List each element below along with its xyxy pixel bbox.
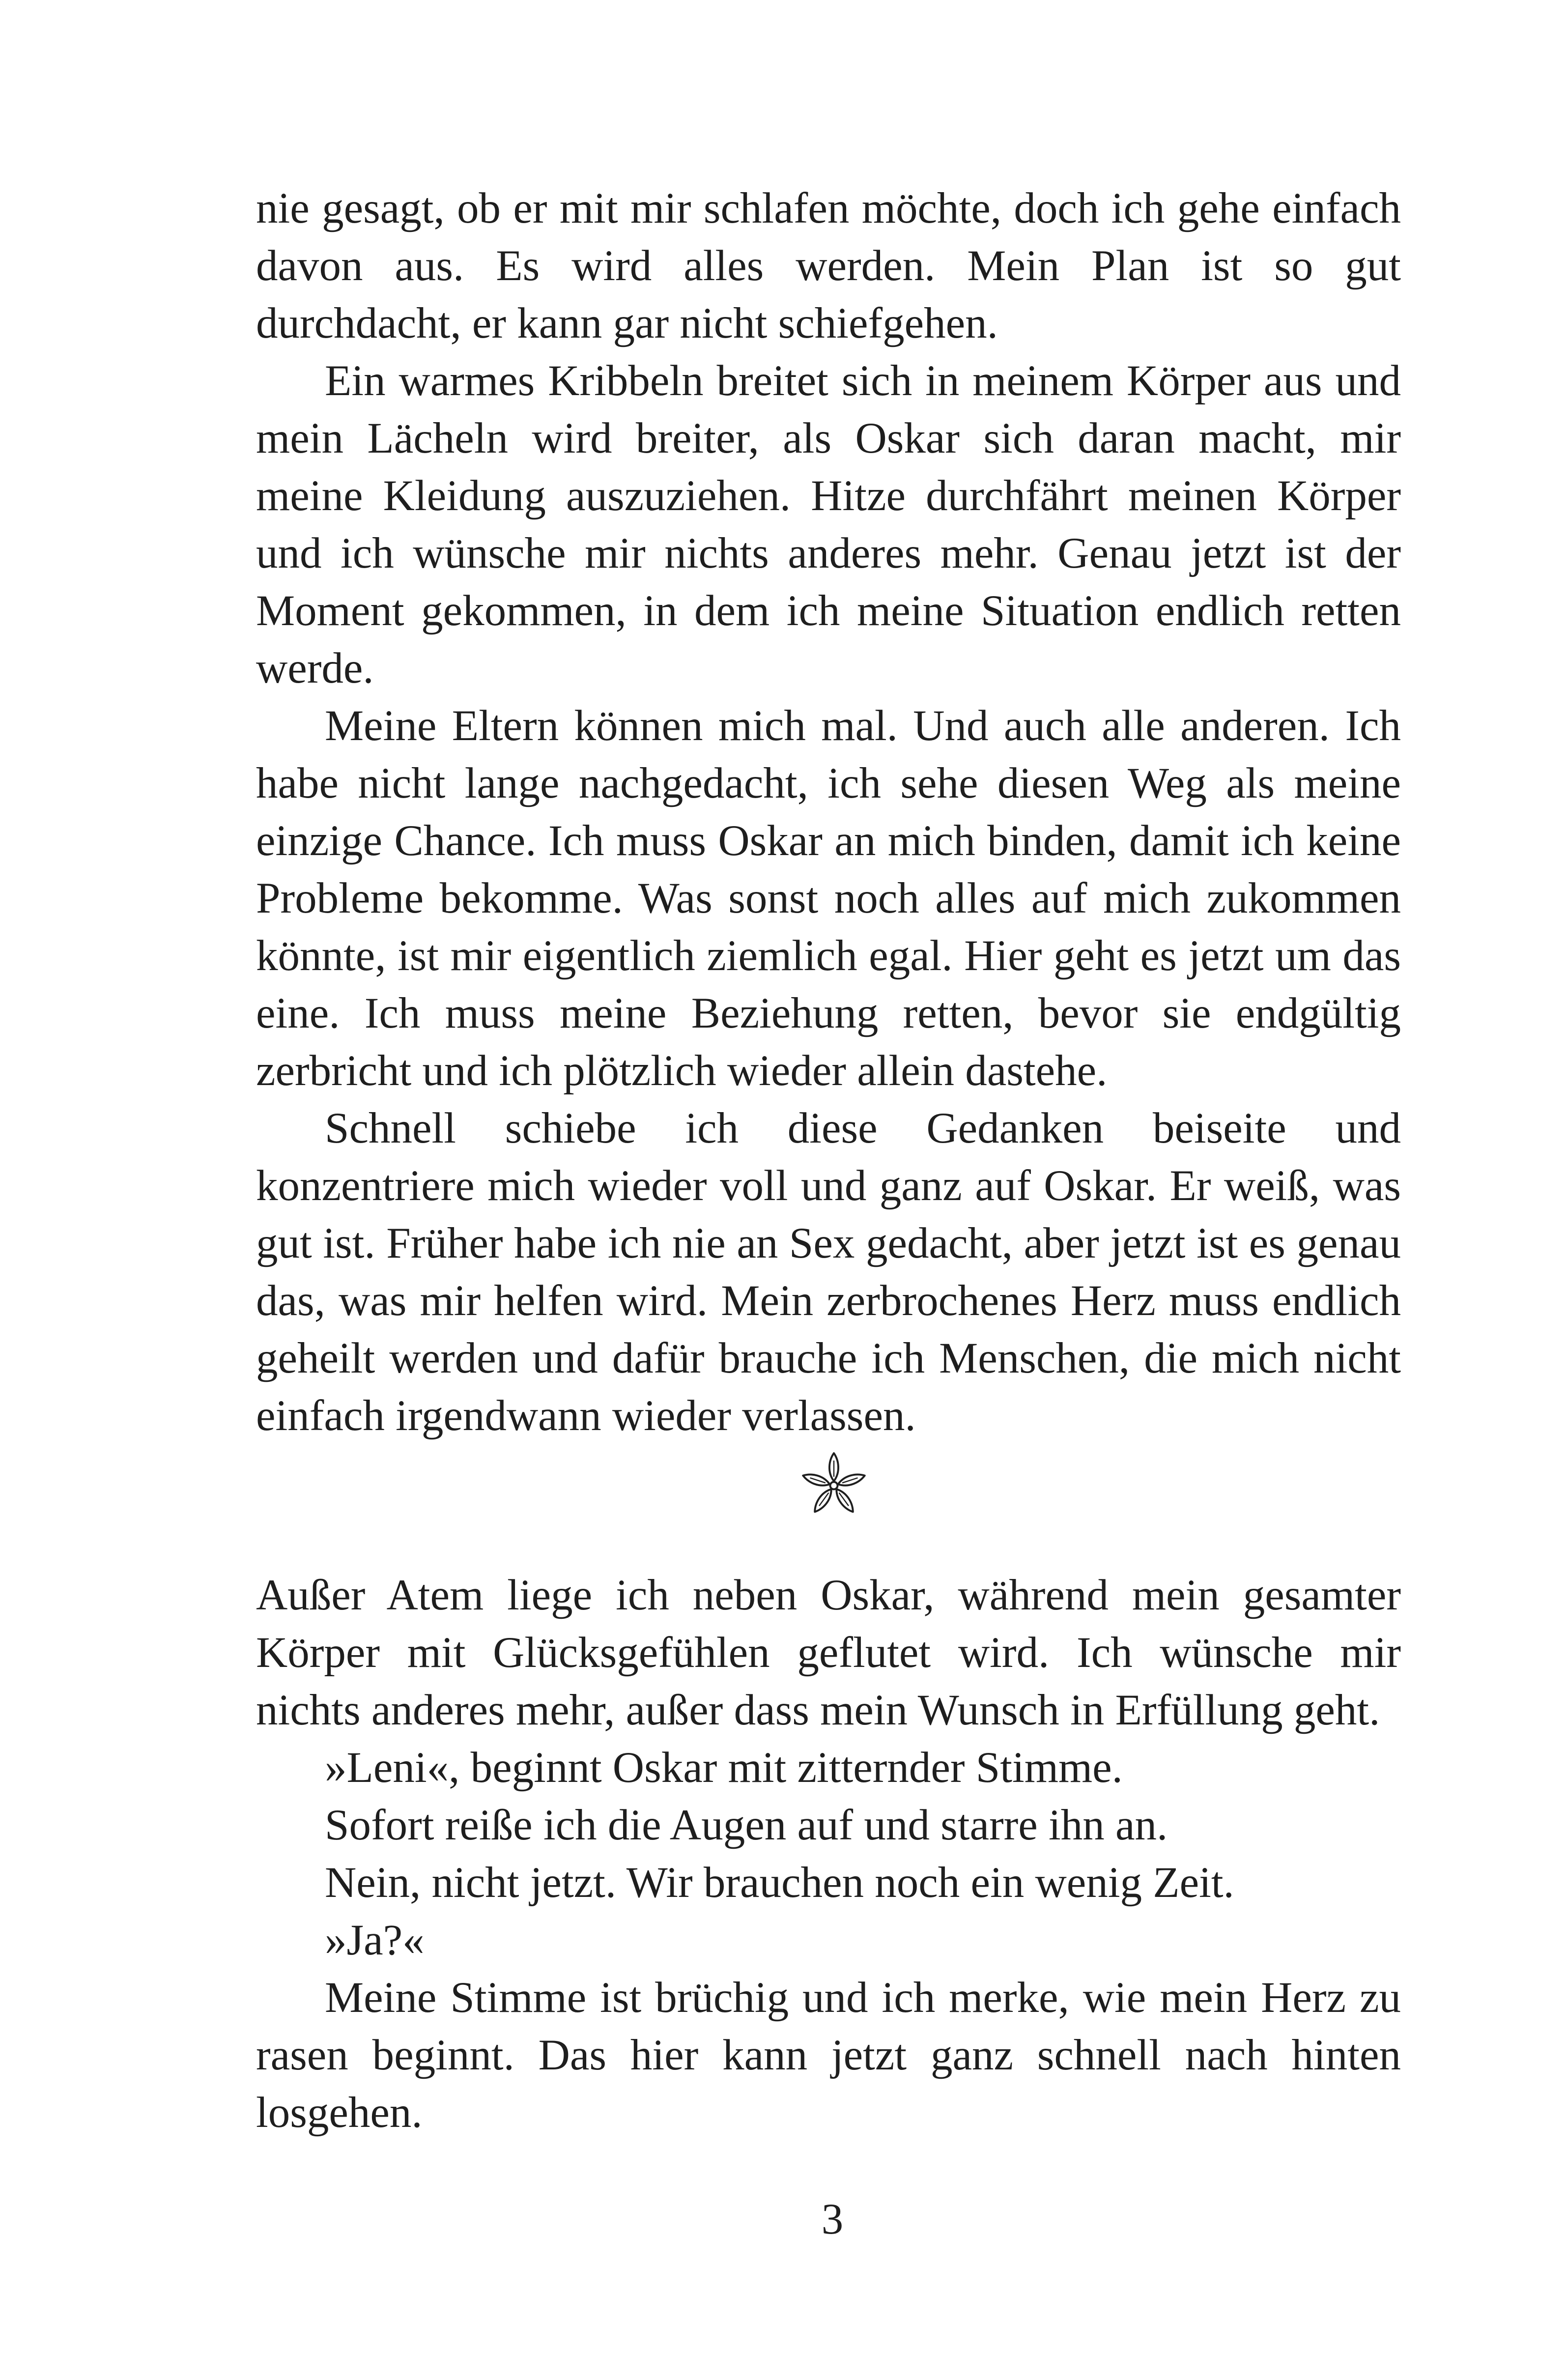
- paragraph: Meine Eltern können mich mal. Und auch alle anderen. Ich habe nicht lange nachgedacht, ich sehe diesen Weg als meine einzige Chance. Ich muss Oskar an mich binden, damit ich keine Probleme bekomme. Was sonst noch alles auf mich zukommen könnte, ist mir eigentlich ziemlich egal. Hier geht es jetzt um das eine. Ich muss meine Beziehung retten, bevor sie endgültig zerbricht und ich plötzlich wieder allein dastehe.: [256, 702, 1401, 1095]
- paragraph: Meine Stimme ist brüchig und ich merke, wie mein Herz zu rasen beginnt. Das hier kann jetzt ganz schnell nach hinten losgehen.: [256, 1974, 1401, 2137]
- page-number: 3: [821, 2195, 844, 2243]
- paragraph: »Leni«, beginnt Oskar mit zitternder Stimme.: [325, 1744, 1123, 1792]
- paragraph: Sofort reiße ich die Augen auf und starre ihn an.: [325, 1801, 1168, 1849]
- section-two: [256, 1567, 1401, 2142]
- paragraph: »Ja?«: [325, 1916, 425, 1964]
- paragraph: Schnell schiebe ich diese Gedanken beiseite und konzentriere mich wieder voll und ganz auf Oskar. Er weiß, was gut ist. Früher habe ich nie an Sex gedacht, aber jetzt ist es genau das, was mir helfen wird. Mein zerbrochenes Herz muss endlich geheilt werden und dafür brauche ich Menschen, die mich nicht einfach irgendwann wieder verlassen.: [256, 1104, 1401, 1440]
- section-one: [256, 180, 1401, 1445]
- paragraph: Außer Atem liege ich neben Oskar, während mein gesamter Körper mit Glücksgefühlen geflutet wird. Ich wünsche mir nichts anderes mehr, außer dass mein Wunsch in Erfüllung geht.: [256, 1571, 1401, 1734]
- paragraph: nie gesagt, ob er mit mir schlafen möchte, doch ich gehe einfach davon aus. Es wird alles werden. Mein Plan ist so gut durchdacht, er kann gar nicht schiefgehen.: [256, 184, 1401, 347]
- paragraph: Ein warmes Kribbeln breitet sich in meinem Körper aus und mein Lächeln wird breiter, als Oskar sich daran macht, mir meine Kleidung auszuziehen. Hitze durchfährt meinen Körper und ich wünsche mir nichts anderes mehr. Genau jetzt ist der Moment gekommen, in dem ich meine Situation endlich retten werde.: [256, 357, 1401, 692]
- paragraph: Nein, nicht jetzt. Wir brauchen noch ein wenig Zeit.: [325, 1859, 1234, 1907]
- flower-ornament-icon: [797, 1449, 871, 1522]
